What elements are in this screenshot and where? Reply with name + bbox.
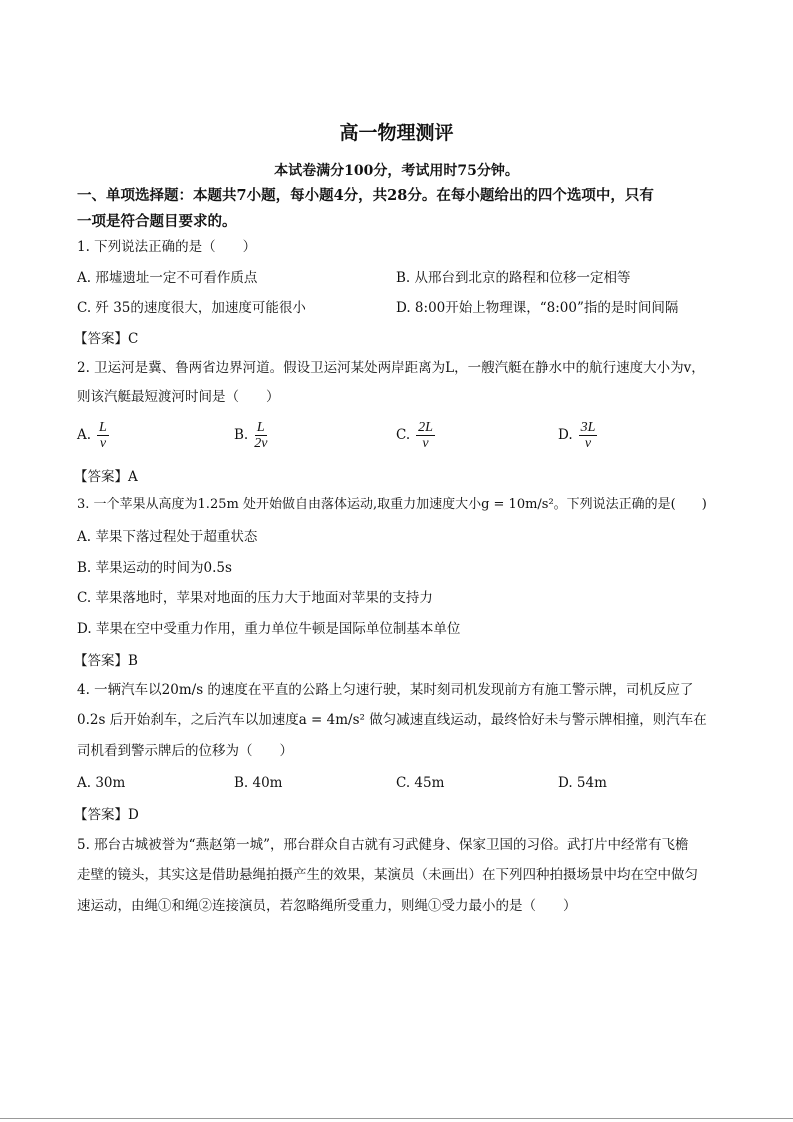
question-1-stem: 1. 下列说法正确的是（ ） (77, 239, 257, 255)
q3-option-b: B. 苹果运动的时间为0.5s (77, 560, 232, 576)
q2-option-b (234, 420, 267, 451)
numerator: 2L (418, 420, 433, 435)
question-2-stem-line1: 2. 卫运河是冀、鲁两省边界河道。假设卫运河某处两岸距离为L，一艘汽艇在静水中的航行速度大小为v， (77, 360, 705, 376)
question-5-stem-line1: 5. 邢台古城被誉为“燕赵第一城”，邢台群众自古就有习武健身、保家卫国的习俗。武打片中经常有飞檐 (77, 837, 689, 853)
question-4-stem-line2: 0.2s 后开始刹车，之后汽车以加速度a = 4m/s² 做匀减速直线运动，最终恰好未与警示牌相撞，则汽车在 (77, 712, 707, 728)
q2-option-c-label: C. (396, 427, 411, 443)
section-heading-line1: 一、单项选择题：本题共7小题，每小题4分，共28分。在每小题给出的四个选项中，只有 (77, 187, 654, 204)
question-3-stem: 3. 一个苹果从高度为1.25m 处开始做自由落体运动,取重力加速度大小g = 10m/s²。下列说法正确的是( ) (77, 497, 707, 512)
q2-option-a-label: A. (77, 427, 92, 443)
numerator: L (99, 420, 107, 435)
fraction (416, 420, 435, 451)
denominator: v (422, 436, 429, 451)
denominator: 2v (254, 436, 268, 451)
q3-option-d: D. 苹果在空中受重力作用，重力单位牛顿是国际单位制基本单位 (77, 621, 461, 637)
q4-option-c: C. 45m (396, 775, 445, 791)
page-bottom-divider (0, 1118, 793, 1119)
q2-option-c (396, 420, 435, 451)
q4-option-b: B. 40m (234, 775, 283, 791)
fraction (579, 420, 598, 451)
q1-answer: 【答案】C (74, 331, 139, 347)
question-5-stem-line3: 速运动，由绳①和绳②连接演员，若忽略绳所受重力，则绳①受力最小的是（ ） (77, 898, 577, 914)
q1-option-d: D. 8:00开始上物理课，“8:00”指的是时间间隔 (396, 300, 679, 316)
denominator: v (99, 436, 107, 451)
q2-answer: 【答案】A (74, 469, 138, 485)
q4-answer: 【答案】D (74, 807, 139, 823)
q2-option-d-label: D. (558, 427, 573, 443)
question-4-stem-line3: 司机看到警示牌后的位移为（ ） (77, 743, 293, 759)
q2-option-b-label: B. (234, 427, 249, 443)
q1-option-c: C. 歼 35的速度很大，加速度可能很小 (77, 300, 306, 316)
numerator: L (256, 420, 265, 435)
question-4-stem-line1: 4. 一辆汽车以20m/s 的速度在平直的公路上匀速行驶，某时刻司机发现前方有施工警示牌，司机反应了 (77, 682, 694, 698)
q3-option-c: C. 苹果落地时，苹果对地面的压力大于地面对苹果的支持力 (77, 590, 433, 606)
q1-option-b: B. 从邢台到北京的路程和位移一定相等 (396, 270, 631, 286)
fraction (97, 420, 109, 451)
q1-option-a: A. 邢墟遗址一定不可看作质点 (77, 270, 258, 286)
q2-option-d (558, 420, 597, 451)
q3-option-a: A. 苹果下落过程处于超重状态 (77, 529, 258, 545)
question-2-stem-line2: 则该汽艇最短渡河时间是（ ） (77, 389, 280, 405)
q4-option-a: A. 30m (77, 775, 126, 791)
exam-info: 本试卷满分100分，考试用时75分钟。 (274, 163, 519, 179)
denominator: v (584, 436, 592, 451)
fraction (254, 420, 267, 451)
question-5-stem-line2: 走壁的镜头，其实这是借助悬绳拍摄产生的效果，某演员（未画出）在下列四种拍摄场景中均在空中做匀 (77, 867, 698, 883)
q4-option-d: D. 54m (558, 775, 607, 791)
page-title: 高一物理测评 (339, 122, 454, 144)
section-heading-line2: 一项是符合题目要求的。 (77, 213, 237, 230)
q2-option-a (77, 420, 109, 451)
q3-answer: 【答案】B (74, 653, 138, 669)
numerator: 3L (580, 420, 596, 435)
